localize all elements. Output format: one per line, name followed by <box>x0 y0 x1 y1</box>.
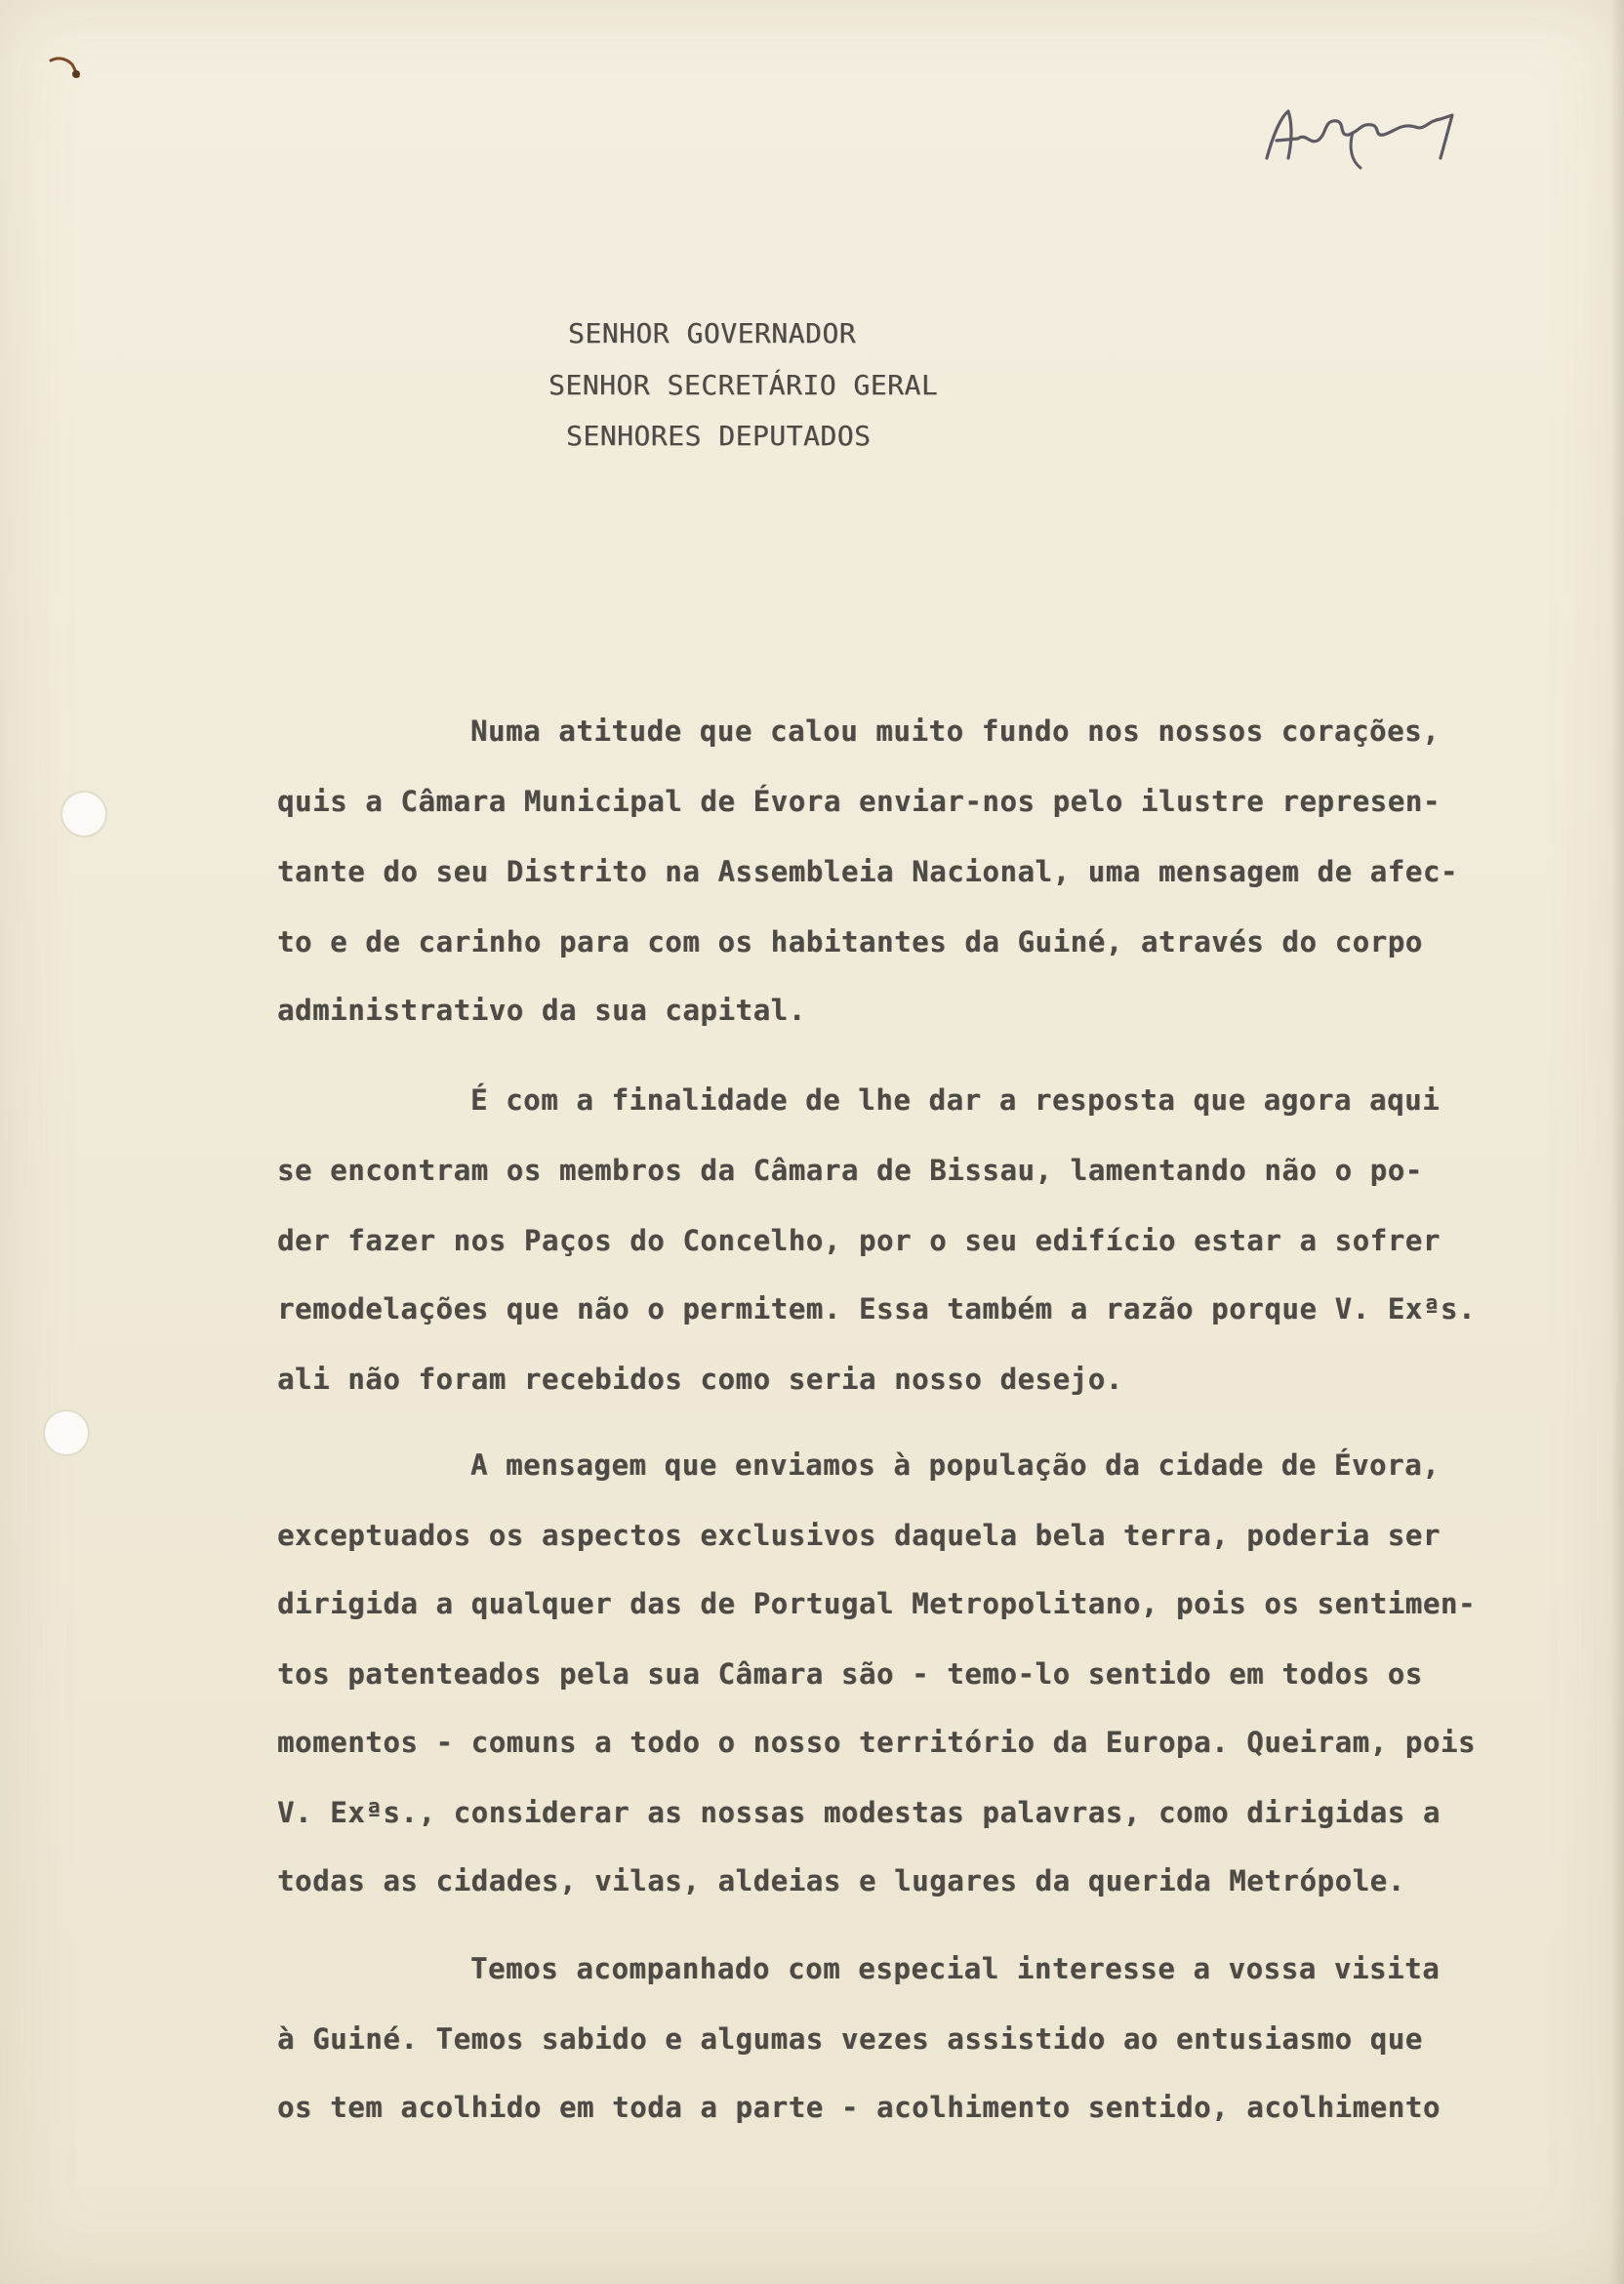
paragraph-3-line-5: momentos - comuns a todo o nosso território da Europa. Queiram, pois <box>277 1726 1477 1759</box>
paragraph-1-line-4: to e de carinho para com os habitantes da Guiné, através do corpo <box>277 925 1423 958</box>
salutation-governor: SENHOR GOVERNADOR <box>568 317 857 349</box>
paragraph-3-line-2: exceptuados os aspectos exclusivos daquela bela terra, poderia ser <box>277 1519 1441 1552</box>
salutation-secretary: SENHOR SECRETÁRIO GERAL <box>548 369 939 401</box>
paragraph-2-line-2: se encontram os membros da Câmara de Bissau, lamentando não o po- <box>277 1154 1423 1187</box>
punch-hole <box>61 791 107 837</box>
salutation-deputies: SENHORES DEPUTADOS <box>566 420 872 452</box>
page-edge-shadow <box>1610 0 1624 2284</box>
paragraph-3-line-4: tos patenteados pela sua Câmara são - temo-lo sentido em todos os <box>277 1657 1423 1691</box>
paragraph-1-line-5: administrativo da sua capital. <box>277 994 806 1027</box>
paragraph-1-line-3: tante do seu Distrito na Assembleia Nacional, uma mensagem de afec- <box>277 855 1458 888</box>
paragraph-1-line-1: Numa atitude que calou muito fundo nos nossos corações, <box>470 714 1441 748</box>
paragraph-1-line-2: quis a Câmara Municipal de Évora enviar-nos pelo ilustre represen- <box>277 785 1441 818</box>
paragraph-2-line-1: É com a finalidade de lhe dar a resposta que agora aqui <box>470 1083 1441 1117</box>
paragraph-4-line-3: os tem acolhido em toda a parte - acolhimento sentido, acolhimento <box>277 2091 1441 2124</box>
paragraph-3-line-1: A mensagem que enviamos à população da cidade de Évora, <box>470 1448 1441 1482</box>
paragraph-2-line-3: der fazer nos Paços do Concelho, por o seu edifício estar a sofrer <box>277 1224 1441 1257</box>
paragraph-3-line-6: V. Exªs., considerar as nossas modestas palavras, como dirigidas a <box>277 1796 1441 1829</box>
paragraph-2-line-4: remodelações que não o permitem. Essa também a razão porque V. Exªs. <box>277 1292 1477 1326</box>
staple-rust-mark <box>47 51 86 90</box>
paragraph-4-line-1: Temos acompanhado com especial interesse a vossa visita <box>470 1952 1441 1985</box>
paragraph-2-line-5: ali não foram recebidos como seria nosso desejo. <box>277 1363 1123 1396</box>
paragraph-3-line-3: dirigida a qualquer das de Portugal Metropolitano, pois os sentimen- <box>277 1587 1477 1620</box>
paragraph-3-line-7: todas as cidades, vilas, aldeias e lugares da querida Metrópole. <box>277 1864 1405 1897</box>
punch-hole <box>43 1409 90 1456</box>
handwritten-signature <box>1259 98 1464 176</box>
paragraph-4-line-2: à Guiné. Temos sabido e algumas vezes assistido ao entusiasmo que <box>277 2022 1423 2056</box>
